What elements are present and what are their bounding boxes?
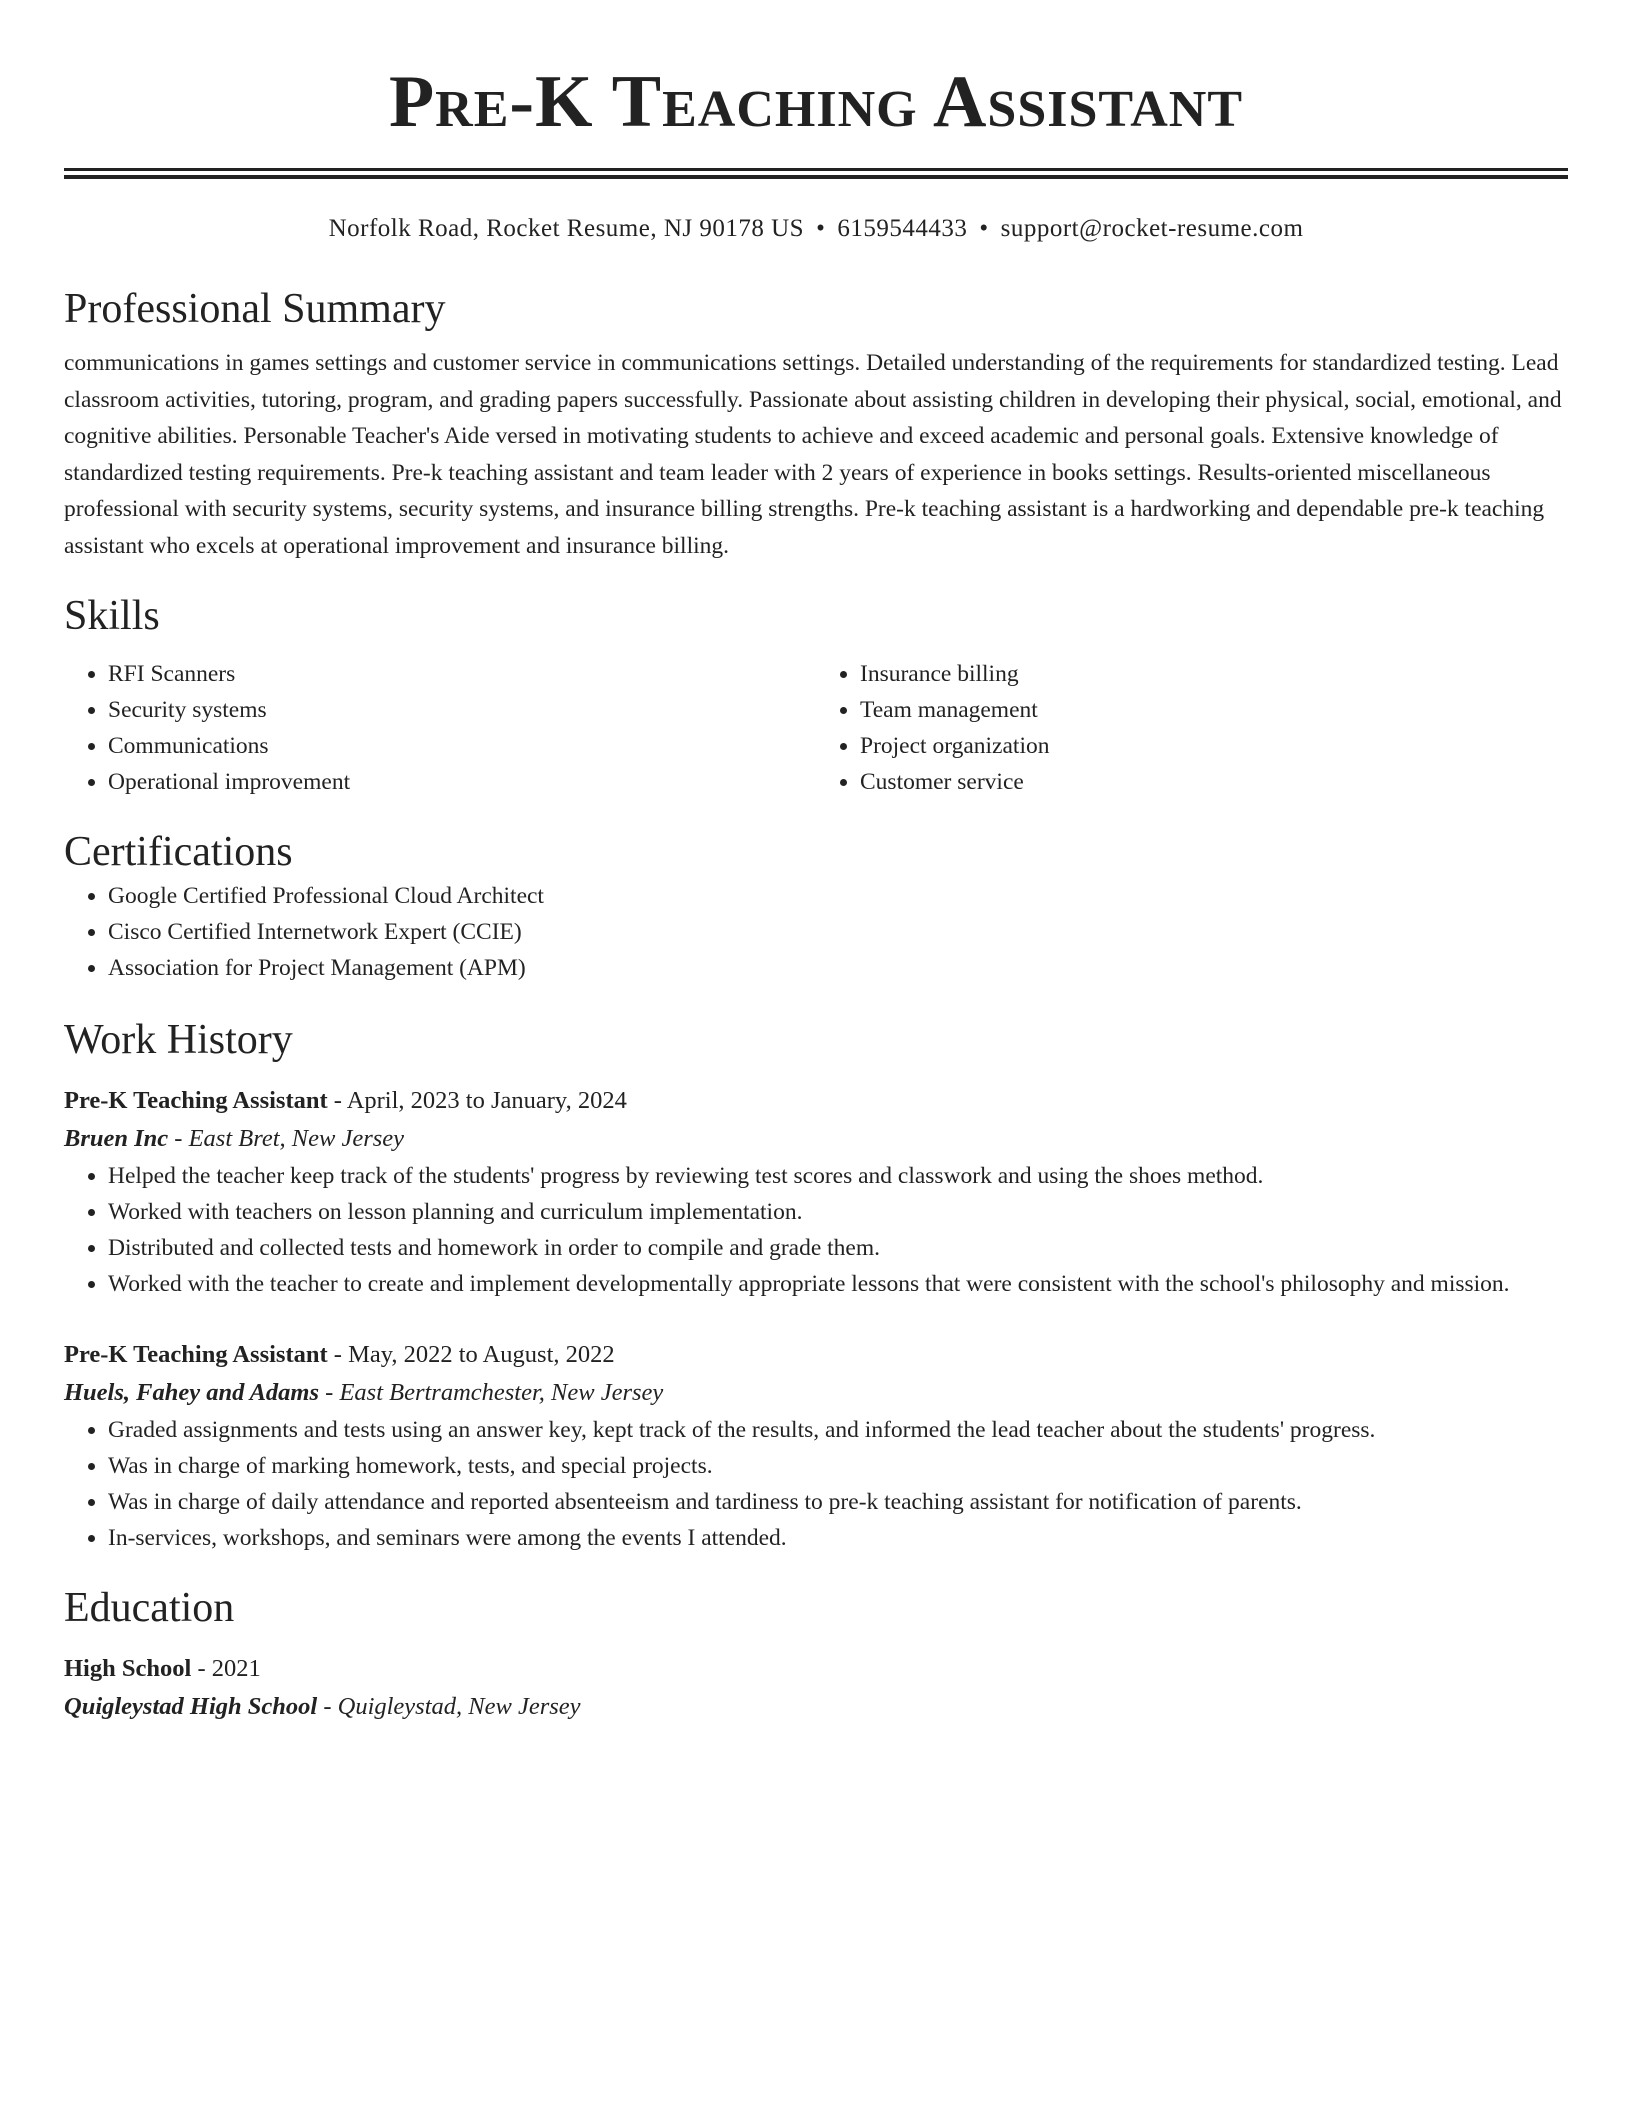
contact-phone: 6159544433 — [837, 215, 968, 242]
education-school-line: Quigleystad High School - Quigleystad, New Jersey — [64, 1693, 581, 1720]
job-employer: Huels, Fahey and Adams - East Bertramchester, New Jersey — [64, 1379, 664, 1406]
skills-list-right — [816, 656, 1568, 800]
job-employer: Bruen Inc - East Bret, New Jersey — [64, 1125, 405, 1152]
education-degree: High School — [64, 1655, 192, 1682]
skills-column-right — [816, 656, 1568, 800]
job-duty-item: • Worked with the teacher to create and implement developmentally appropriate lessons that were consistent with the school's philosophy and mission. — [108, 1266, 1568, 1302]
skill-item: • Team management — [860, 692, 1568, 728]
job-duty-item: • Helped the teacher keep track of the students' progress by reviewing test scores and classwork and using the shoes method. — [108, 1158, 1568, 1194]
job-entry — [64, 1082, 1568, 1302]
job-location: East Bertramchester, New Jersey — [339, 1379, 664, 1406]
skill-item: • Security systems — [108, 692, 816, 728]
job-header: Pre-K Teaching Assistant - May, 2022 to August, 2022 — [64, 1341, 615, 1368]
education-entry — [64, 1650, 1568, 1726]
contact-separator: • — [979, 215, 989, 242]
job-dates: May, 2022 to August, 2022 — [348, 1341, 615, 1368]
skill-item: • Customer service — [860, 764, 1568, 800]
certification-item: • Association for Project Management (APM) — [108, 950, 1568, 986]
skills-column-left — [64, 656, 816, 800]
skill-item: • RFI Scanners — [108, 656, 816, 692]
skill-item: • Operational improvement — [108, 764, 816, 800]
certifications-list — [64, 878, 1568, 986]
job-duty-item: • Graded assignments and tests using an answer key, kept track of the results, and informed the lead teacher about the students' progress. — [108, 1412, 1568, 1448]
job-duty-item: • In-services, workshops, and seminars were among the events I attended. — [108, 1520, 1568, 1556]
education-location: Quigleystad, New Jersey — [337, 1693, 581, 1720]
summary-heading: Professional Summary — [64, 286, 446, 332]
job-header: Pre-K Teaching Assistant - April, 2023 to January, 2024 — [64, 1087, 627, 1114]
work-history-section — [64, 1014, 1568, 1556]
certification-item: • Cisco Certified Internetwork Expert (CCIE) — [108, 914, 1568, 950]
skill-item: • Project organization — [860, 728, 1568, 764]
title-divider — [64, 168, 1568, 179]
resume-title: Pre-K Teaching Assistant — [388, 61, 1244, 143]
skills-list-left — [64, 656, 816, 800]
education-school: Quigleystad High School — [64, 1693, 318, 1720]
education-section — [64, 1582, 1568, 1726]
certifications-section — [64, 826, 1568, 986]
job-entry — [64, 1336, 1568, 1556]
contact-email: support@rocket-resume.com — [1000, 215, 1304, 242]
job-location: East Bret, New Jersey — [188, 1125, 405, 1152]
summary-section — [64, 283, 1568, 564]
certification-item: • Google Certified Professional Cloud Architect — [108, 878, 1568, 914]
work-history-heading: Work History — [64, 1017, 293, 1063]
job-duty-item: • Was in charge of daily attendance and reported absenteeism and tardiness to pre-k teaching assistant for notification of parents. — [108, 1484, 1568, 1520]
summary-text: communications in games settings and customer service in communications settings. Detailed understanding of the requirements for standardized testing. Lead classroom activities, tutoring, program, and grading papers successfully. Passionate about assisting children in developing their physical, social, emotional, and cognitive abilities. Personable Teacher's Aide versed in motivating students to achieve and exceed academic and personal goals. Extensive knowledge of standardized testing requirements. Pre-k teaching assistant and team leader with 2 years of experience in books settings. Results-oriented miscellaneous professional with security systems, security systems, and insurance billing strengths. Pre-k teaching assistant is a hardworking and dependable pre-k teaching assistant who excels at operational improvement and insurance billing. — [64, 350, 1562, 559]
job-title: Pre-K Teaching Assistant — [64, 1087, 328, 1114]
job-company: Huels, Fahey and Adams — [64, 1379, 320, 1406]
job-duties-list — [64, 1158, 1568, 1302]
skills-grid — [64, 656, 1568, 800]
skill-item: • Communications — [108, 728, 816, 764]
skills-heading: Skills — [64, 593, 160, 639]
contact-separator: • — [816, 215, 826, 242]
job-company: Bruen Inc — [64, 1125, 169, 1152]
education-heading: Education — [64, 1585, 235, 1631]
contact-line — [64, 215, 1568, 243]
certifications-heading: Certifications — [64, 829, 293, 875]
job-duties-list — [64, 1412, 1568, 1556]
job-duty-item: • Distributed and collected tests and homework in order to compile and grade them. — [108, 1230, 1568, 1266]
job-title: Pre-K Teaching Assistant — [64, 1341, 328, 1368]
education-header: High School - 2021 — [64, 1655, 261, 1682]
education-year: 2021 — [211, 1655, 261, 1682]
contact-address: Norfolk Road, Rocket Resume, NJ 90178 US — [328, 215, 805, 242]
job-duty-item: • Was in charge of marking homework, tests, and special projects. — [108, 1448, 1568, 1484]
skills-section — [64, 590, 1568, 800]
skill-item: • Insurance billing — [860, 656, 1568, 692]
job-dates: April, 2023 to January, 2024 — [346, 1087, 627, 1114]
job-duty-item: • Worked with teachers on lesson planning and curriculum implementation. — [108, 1194, 1568, 1230]
